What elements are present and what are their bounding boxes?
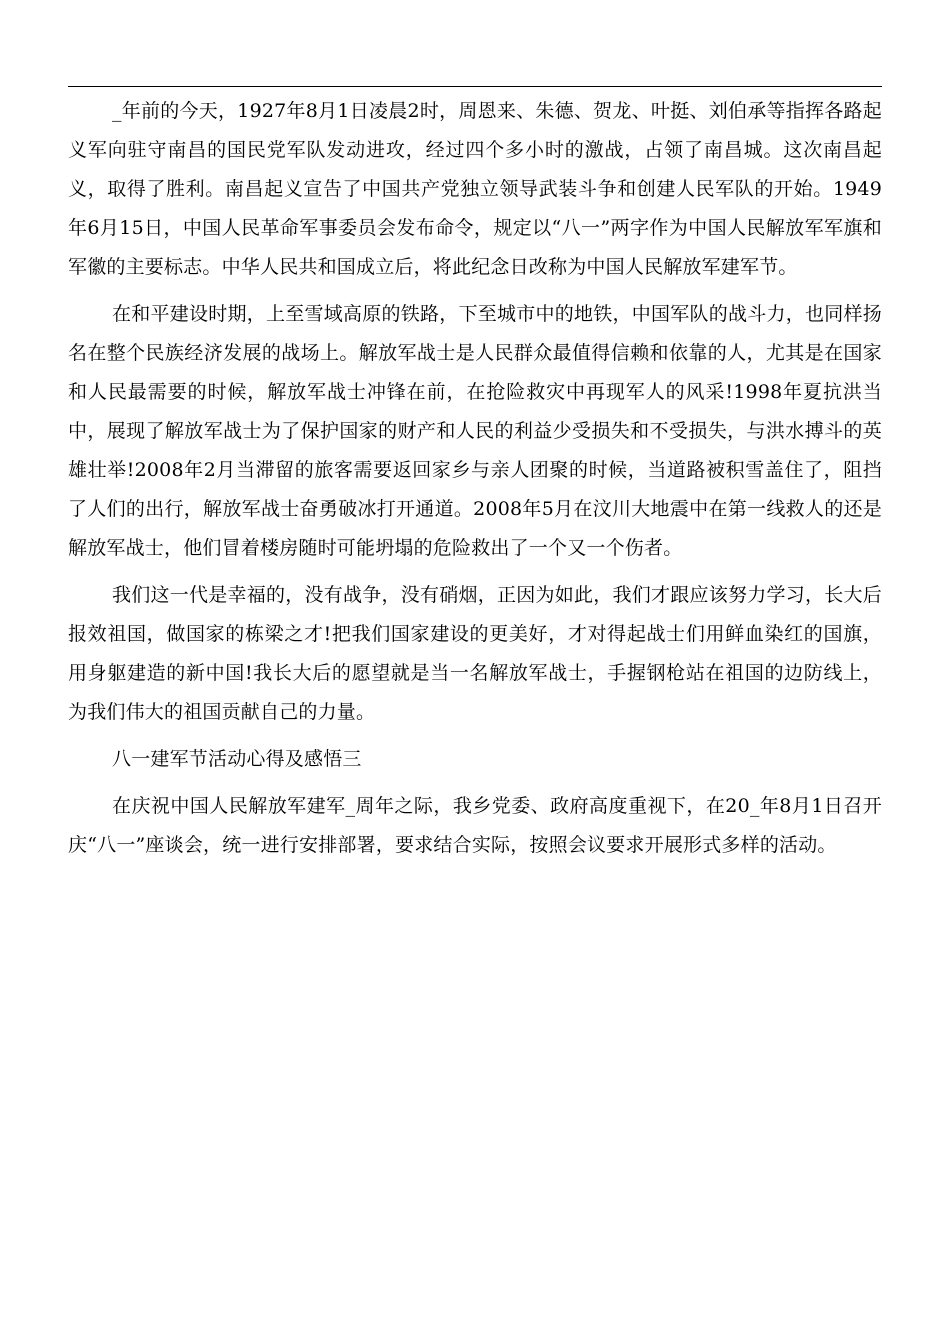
paragraph-celebration-meeting: 在庆祝中国人民解放军建军_周年之际，我乡党委、政府高度重视下，在20_年8月1日召开庆“八一”座谈会，统一进行安排部署，要求结合实际，按照会议要求开展形式多样的活动。 xyxy=(68,795,882,856)
paragraph-our-generation: 我们这一代是幸福的，没有战争，没有硝烟，正因为如此，我们才跟应该努力学习，长大后报效祖国，做国家的栋梁之才!把我们国家建设的更美好，才对得起战士们用鲜血染红的国旗，用身躯建造的新中国!我长大后的愿望就是当一名解放军战士，手握钢枪站在祖国的边防线上，为我们伟大的祖国贡献自己的力量。 xyxy=(68,584,882,723)
paragraph-peacetime-construction: 在和平建设时期，上至雪域高原的铁路，下至城市中的地铁，中国军队的战斗力，也同样扬名在整个民族经济发展的战场上。解放军战士是人民群众最值得信赖和依靠的人，尤其是在国家和人民最需要的时候，解放军战士冲锋在前，在抢险救灾中再现军人的风采!1998年夏抗洪当中，展现了解放军战士为了保护国家的财产和人民的利益少受损失和不受损失，与洪水搏斗的英雄壮举!2008年2月当滞留的旅客需要返回家乡与亲人团聚的时候，当道路被积雪盖住了，阻挡了人们的出行，解放军战士奋勇破冰打开通道。2008年5月在汶川大地震中在第一线救人的还是解放军战士，他们冒着楼房随时可能坍塌的危险救出了一个又一个伤者。 xyxy=(68,303,882,559)
paragraph-nanchang-uprising: _年前的今天，1927年8月1日凌晨2时，周恩来、朱德、贺龙、叶挺、刘伯承等指挥各路起义军向驻守南昌的国民党军队发动进攻，经过四个多小时的激战，占领了南昌城。这次南昌起义，取得了胜利。南昌起义宣告了中国共产党独立领导武装斗争和创建人民军队的开始。1949年6月15日，中国人民革命军事委员会发布命令，规定以“八一”两字作为中国人民解放军军旗和军徽的主要标志。中华人民共和国成立后，将此纪念日改称为中国人民解放军建军节。 xyxy=(68,100,882,278)
section-heading: 八一建军节活动心得及感悟三 xyxy=(112,748,362,770)
header-rule xyxy=(68,86,882,87)
document-body xyxy=(68,92,882,873)
